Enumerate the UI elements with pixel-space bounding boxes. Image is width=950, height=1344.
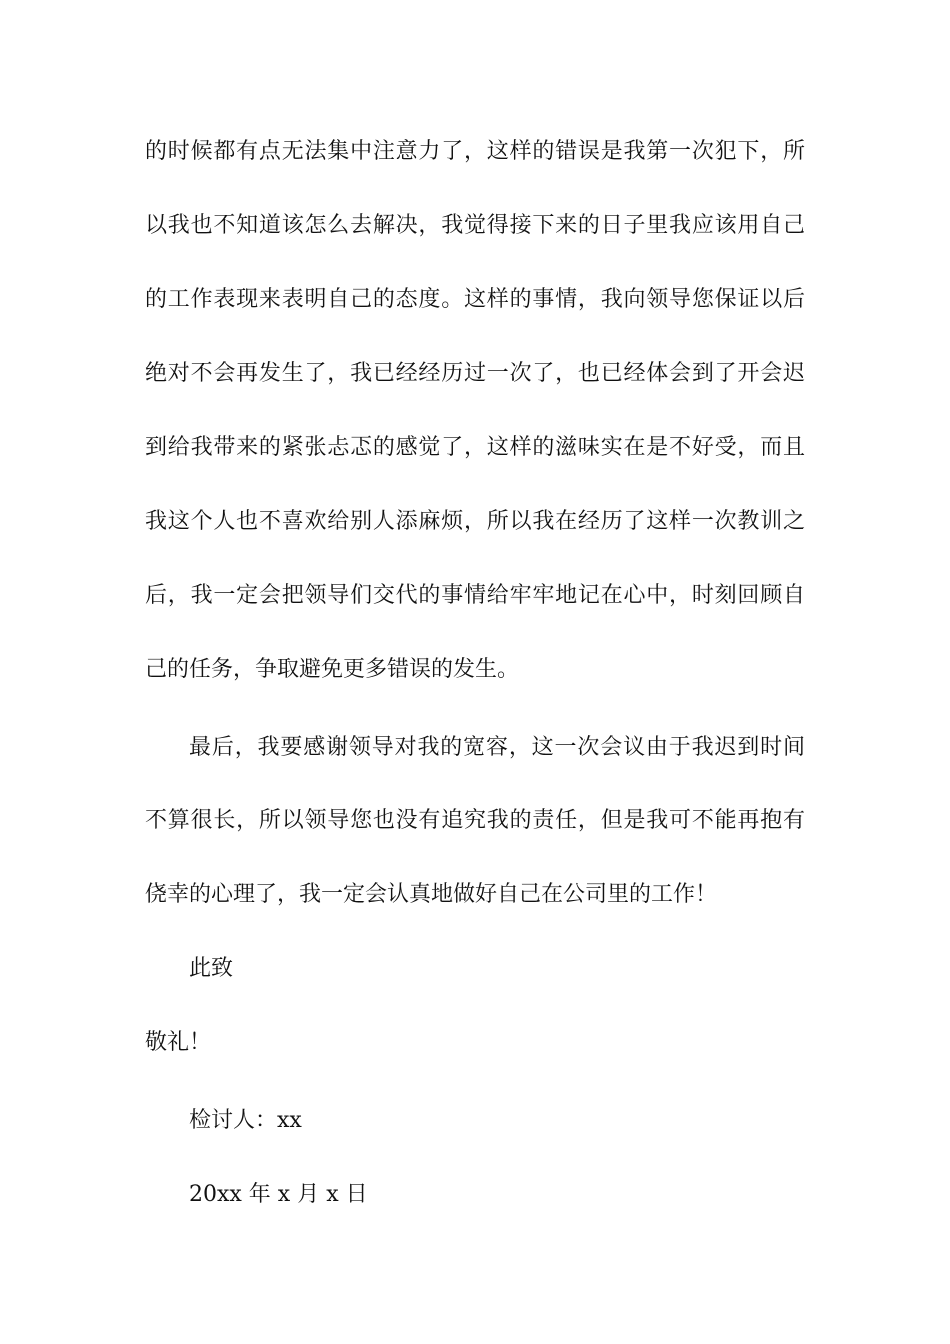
paragraph-line: 的时候都有点无法集中注意力了，这样的错误是我第一次犯下，所 xyxy=(145,139,805,164)
signature-text: 检讨人：xx xyxy=(189,1108,302,1133)
paragraph-line: 后，我一定会把领导们交代的事情给牢牢地记在心中，时刻回顾自 xyxy=(145,583,805,608)
paragraph-line: 侥幸的心理了，我一定会认真地做好自己在公司里的工作！ xyxy=(145,882,718,907)
paragraph-line: 不算很长，所以领导您也没有追究我的责任，但是我可不能再抱有 xyxy=(145,808,805,833)
paragraph-line: 己的任务，争取避免更多错误的发生。 xyxy=(145,657,520,682)
paragraph-line: 到给我带来的紧张忐忑的感觉了，这样的滋味实在是不好受，而且 xyxy=(145,435,805,460)
paragraph-line: 以我也不知道该怎么去解决，我觉得接下来的日子里我应该用自己 xyxy=(145,213,805,238)
closing-text: 此致 xyxy=(189,956,234,981)
date-text: 20xx 年 x 月 x 日 xyxy=(189,1182,368,1207)
salutation-text: 敬礼！ xyxy=(145,1030,212,1055)
paragraph-line: 的工作表现来表明自己的态度。这样的事情，我向领导您保证以后 xyxy=(145,287,805,312)
paragraph-line: 我这个人也不喜欢给别人添麻烦，所以我在经历了这样一次教训之 xyxy=(145,509,805,534)
paragraph-line: 绝对不会再发生了，我已经经历过一次了，也已经体会到了开会迟 xyxy=(145,361,805,386)
paragraph-line: 最后，我要感谢领导对我的宽容，这一次会议由于我迟到时间 xyxy=(189,735,805,760)
